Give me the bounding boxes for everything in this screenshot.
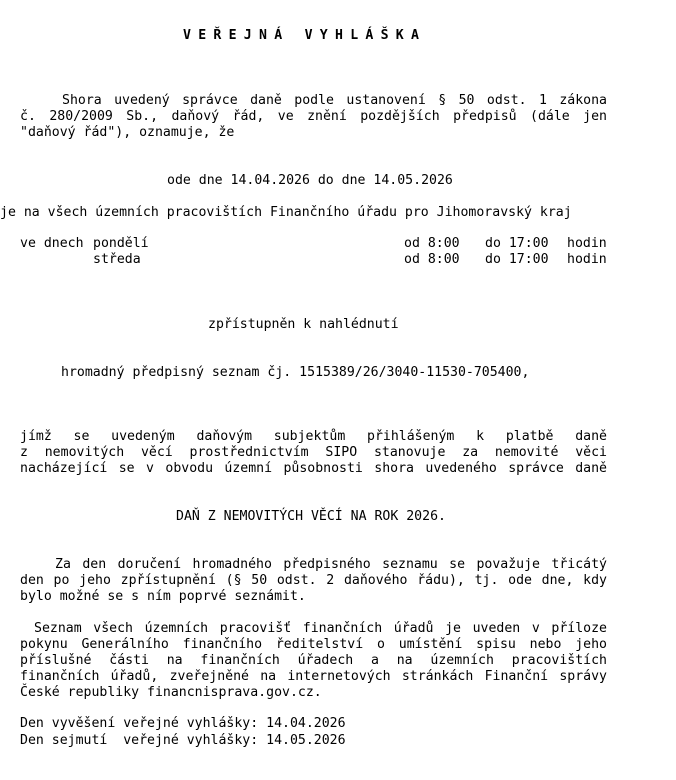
access-statement: zpřístupněn k nahlédnutí [208,317,399,332]
intro-line-2: č. 280/2009 Sb., daňový řád, ve znění pozdějších předpisů (dále jen [20,109,607,124]
offices-line-1: Seznam všech územních pracovišť finančních úřadů je uveden v příloze [34,621,607,636]
delivery-line-3: bylo možné se s ním poprvé seznámit. [20,589,306,604]
document-title: VEŘEJNÁ VYHLÁŠKA [183,28,427,43]
offices-line-4: finančních úřadů, zveřejněné na internetových stránkách Finanční správy [20,669,607,684]
hours-to-1: do 17:00 [485,236,549,251]
delivery-line-2: den po jeho zpřístupnění (§ 50 odst. 2 daňového řádu), tj. ode dne, kdy [20,573,607,588]
subjects-line-1: jímž se uvedeným daňovým subjektům přihlášeným k platbě daně [20,429,607,444]
list-reference: hromadný předpisný seznam čj. 1515389/26/3040-11530-705400, [61,365,530,380]
hours-prefix: ve dnech [20,236,84,251]
availability-period: ode dne 14.04.2026 do dne 14.05.2026 [167,173,453,188]
tax-title: DAŇ Z NEMOVITÝCH VĚCÍ NA ROK 2026. [176,509,446,524]
offices-line-5: České republiky financnisprava.gov.cz. [20,685,322,700]
hours-from-2: od 8:00 [404,252,460,267]
hours-unit-1: hodin [567,236,607,251]
subjects-line-2: z nemovitých věcí prostřednictvím SIPO stanovuje za nemovité věci [20,445,607,460]
intro-line-1: Shora uvedený správce daně podle ustanovení § 50 odst. 1 zákona [62,93,607,108]
delivery-line-1: Za den doručení hromadného předpisného seznamu se považuje třicátý [55,557,607,572]
subjects-line-3: nacházející se v obvodu územní působnosti shora uvedeného správce daně [20,461,607,476]
availability-location: je na všech územních pracovištích Finančního úřadu pro Jihomoravský kraj [0,205,572,220]
hours-from-1: od 8:00 [404,236,460,251]
offices-line-2: pokynu Generálního finančního ředitelství o umístění spisu nebo jeho [20,637,607,652]
hours-to-2: do 17:00 [485,252,549,267]
hours-day-2: středa [93,252,141,267]
offices-line-3: příslušné části na finančních úřadech a na územních pracovištích [20,653,607,668]
hours-unit-2: hodin [567,252,607,267]
hours-day-1: pondělí [93,236,149,251]
intro-line-3: "daňový řád"), oznamuje, že [20,125,235,140]
posted-date: Den vyvěšení veřejné vyhlášky: 14.04.2026 [20,716,346,731]
removed-date: Den sejmutí veřejné vyhlášky: 14.05.2026 [20,733,346,748]
